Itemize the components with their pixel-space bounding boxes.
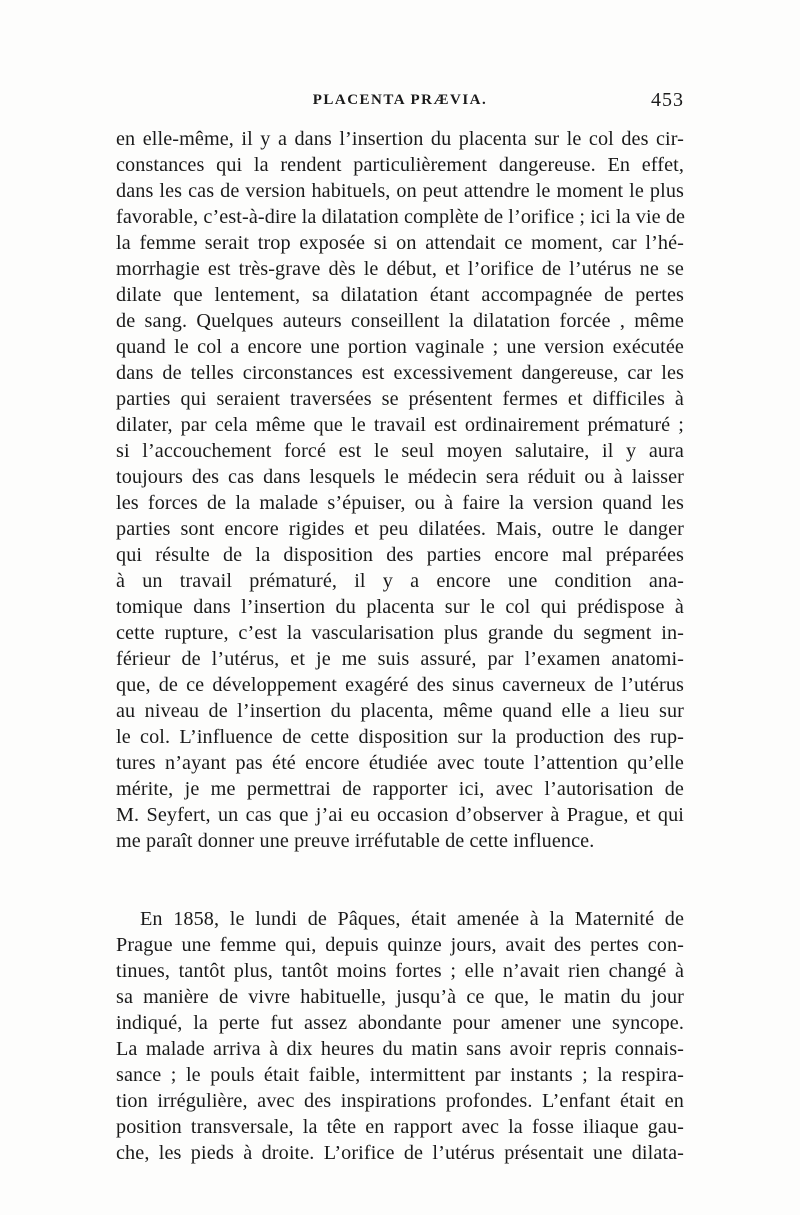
text-line: si l’accouchement forcé est le seul moyen salutaire, il y aura [116, 440, 684, 462]
text-line: en elle-même, il y a dans l’insertion du placenta sur le col des cir- [116, 128, 684, 150]
text-line: position transversale, la tête en rapport avec la fosse iliaque gau- [116, 1116, 684, 1138]
text-line: me paraît donner une preuve irréfutable de cette influence. [116, 830, 595, 852]
text-line: morrhagie est très-grave dès le début, et l’orifice de l’utérus ne se [116, 258, 684, 280]
text-line: cette rupture, c’est la vascularisation plus grande du segment in- [116, 622, 684, 644]
text-line: que, de ce développement exagéré des sinus caverneux de l’utérus [116, 674, 684, 696]
text-line: mérite, je me permettrai de rapporter ici, avec l’autorisation de [116, 778, 684, 800]
text-line: tomique dans l’insertion du placenta sur le col qui prédispose à [116, 596, 684, 618]
text-line: dilate que lentement, sa dilatation étant accompagnée de pertes [116, 284, 684, 306]
text-line: tures n’ayant pas été encore étudiée avec toute l’attention qu’elle [116, 752, 684, 774]
paragraph-2 [116, 906, 684, 1166]
paragraph-1 [116, 126, 684, 854]
text-line: à un travail prématuré, il y a encore une condition ana- [116, 570, 684, 592]
text-line: dilater, par cela même que le travail est ordinairement prématuré ; [116, 414, 684, 436]
text-line: au niveau de l’insertion du placenta, même quand elle a lieu sur [116, 700, 684, 722]
text-line: quand le col a encore une portion vaginale ; une version exécutée [116, 336, 684, 358]
text-line: le col. L’influence de cette disposition sur la production des rup- [116, 726, 684, 748]
text-line: toujours des cas dans lesquels le médecin sera réduit ou à laisser [116, 466, 684, 488]
text-line: M. Seyfert, un cas que j’ai eu occasion d’observer à Prague, et qui [116, 804, 684, 826]
text-line: qui résulte de la disposition des parties encore mal préparées [116, 544, 684, 566]
text-line: sa manière de vivre habituelle, jusqu’à ce que, le matin du jour [116, 986, 684, 1008]
text-line: indiqué, la perte fut assez abondante pour amener une syncope. [116, 1012, 684, 1034]
text-line: la femme serait trop exposée si on attendait ce moment, car l’hé- [116, 232, 684, 254]
running-head [116, 89, 684, 116]
text-line: tinues, tantôt plus, tantôt moins fortes ; elle n’avait rien changé à [116, 960, 684, 982]
text-line: En 1858, le lundi de Pâques, était amenée à la Maternité de [140, 908, 684, 930]
text-line: sance ; le pouls était faible, intermittent par instants ; la respira- [116, 1064, 684, 1086]
text-line: tion irrégulière, avec des inspirations profondes. L’enfant était en [116, 1090, 684, 1112]
text-line: les forces de la malade s’épuiser, ou à faire la version quand les [116, 492, 684, 514]
text-line: Prague une femme qui, depuis quinze jours, avait des pertes con- [116, 934, 684, 956]
text-line: favorable, c’est-à-dire la dilatation complète de l’orifice ; ici la vie de [116, 206, 686, 228]
page-number: 453 [651, 89, 684, 111]
text-line: parties qui seraient traversées se présentent fermes et difficiles à [116, 388, 684, 410]
text-line: La malade arriva à dix heures du matin sans avoir repris connais- [116, 1038, 684, 1060]
text-line: constances qui la rendent particulièrement dangereuse. En effet, [116, 154, 684, 176]
text-line: che, les pieds à droite. L’orifice de l’utérus présentait une dilata- [116, 1142, 684, 1164]
running-title: PLACENTA PRÆVIA. [312, 92, 488, 108]
text-line: férieur de l’utérus, et je me suis assuré, par l’examen anatomi- [116, 648, 684, 670]
text-line: dans de telles circonstances est excessivement dangereuse, car les [116, 362, 684, 384]
text-line: de sang. Quelques auteurs conseillent la dilatation forcée , même [116, 310, 684, 332]
text-line: parties sont encore rigides et peu dilatées. Mais, outre le danger [116, 518, 684, 540]
text-line: dans les cas de version habituels, on peut attendre le moment le plus [116, 180, 684, 202]
